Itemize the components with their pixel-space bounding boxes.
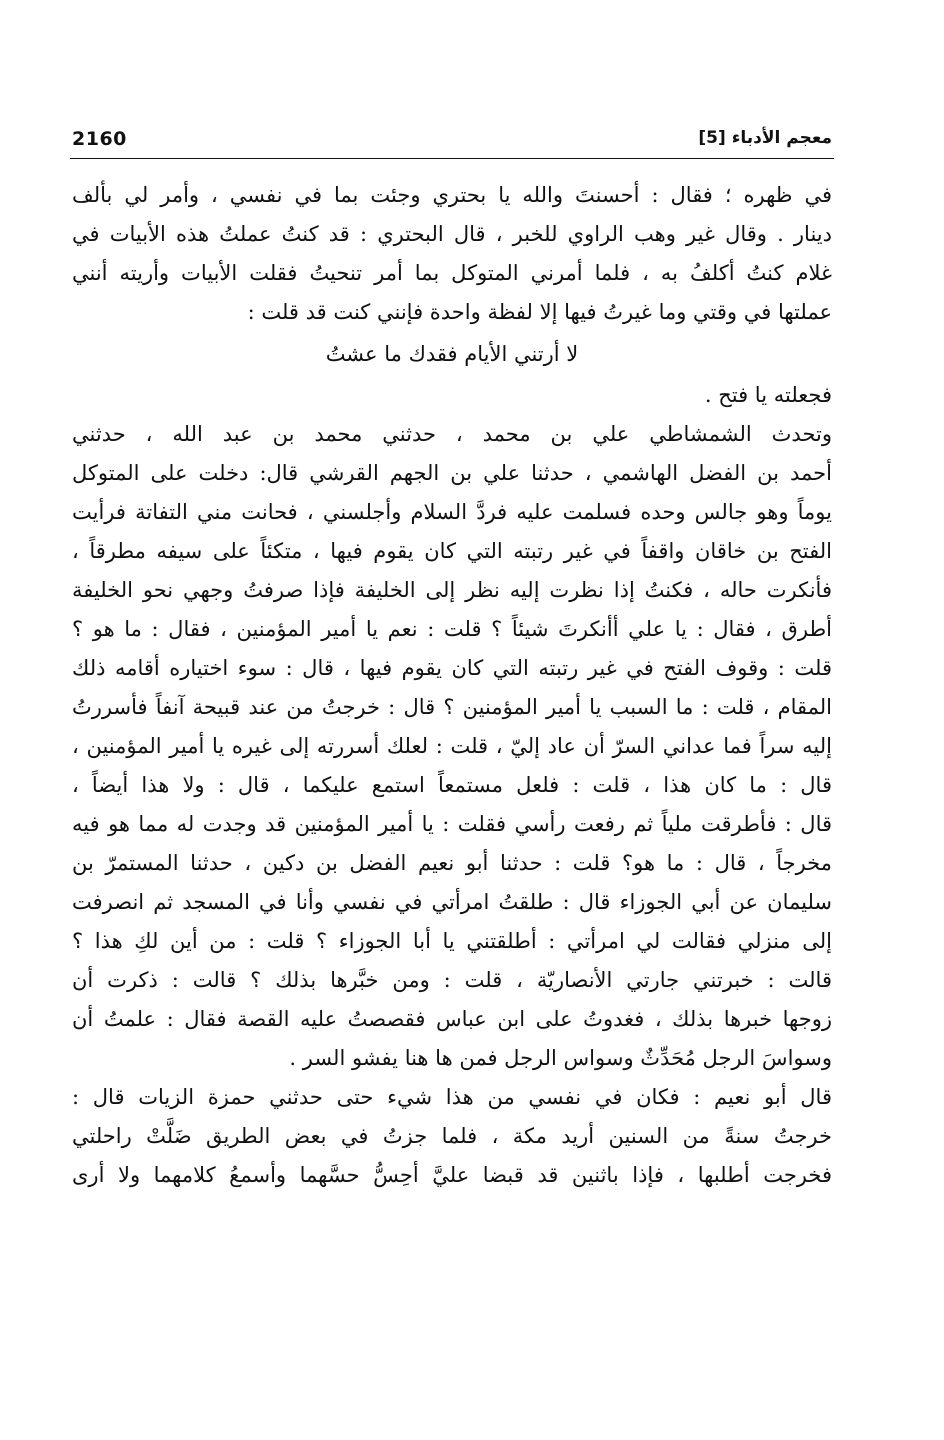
- text-line: المقام ، قلت : ما السبب يا أمير المؤمنين ؟ قال : خرجتُ من عند قبيحة آنفاً فأسررتُ: [72, 695, 832, 719]
- text-line: مخرجاً ، قال : ما هو؟ قلت : حدثنا أبو نعيم الفضل بن دكين ، حدثنا المستمرّ بن: [72, 851, 832, 875]
- text-line: الفتح بن خاقان واقفاً في غير رتبته التي كان يقوم فيها ، متكئاً على سيفه مطرقاً ،: [72, 539, 832, 563]
- text-line: إليه سراً فما عداني السرّ أن عاد إليّ ، قلت : لعلك أسررته إلى غيره يا أمير المؤمنين ،: [72, 734, 832, 758]
- text-line: قالت : خبرتني جارتي الأنصاريّة ، قلت : ومن خبَّرها بذلك ؟ قالت : ذكرت أن: [72, 968, 832, 992]
- text-line: في ظهره ؛ فقال : أحسنتَ والله يا بحتري وجئت بما في نفسي ، وأمر لي بألف: [72, 183, 832, 207]
- page-number: 2160: [72, 128, 127, 150]
- text-line: دينار . وقال غير وهب الراوي للخبر ، قال البحتري : قد كنتُ عملتُ هذه الأبيات في: [72, 222, 832, 246]
- text-line: فخرجت أطلبها ، فإذا باثنين قد قبضا عليَّ أحِسُّ حسَّهما وأسمعُ كلامهما ولا أرى: [72, 1163, 832, 1187]
- text-line: أحمد بن الفضل الهاشمي ، حدثنا علي بن الجهم القرشي قال: دخلت على المتوكل: [72, 461, 832, 485]
- text-line: إلى منزلي فقالت لي امرأتي : أطلقتني يا أبا الجوزاء ؟ قلت : من أين لكِ هذا ؟: [72, 929, 832, 953]
- text-line: غلام كنتُ أكلفُ به ، فلما أمرني المتوكل بما أمر تنحيتُ فقلت الأبيات وأريته أنني: [72, 261, 832, 285]
- text-line: عملتها في وقتي وما غيرتُ فيها إلا لفظة واحدة فإنني كنت قد قلت :: [247, 300, 832, 324]
- text-line: وتحدث الشمشاطي علي بن محمد ، حدثني محمد بن عبد الله ، حدثني: [72, 422, 832, 446]
- text-line: سليمان عن أبي الجوزاء قال : طلقتُ امرأتي في نفسي وأنا في المسجد ثم انصرفت: [72, 890, 832, 914]
- text-line: يوماً وهو جالس وحده فسلمت عليه فردَّ السلام وأجلسني ، فحانت مني التفاتة فرأيت: [72, 500, 832, 524]
- text-line: قال : فأطرقت ملياً ثم رفعت رأسي فقلت : يا أمير المؤمنين قد وجدت له مما هو فيه: [72, 812, 832, 836]
- text-line: قال : ما كان هذا ، قلت : فلعل مستمعاً استمع عليكما ، قال : ولا هذا أيضاً ،: [72, 773, 832, 797]
- text-line: فجعلته يا فتح .: [704, 383, 832, 407]
- running-title: معجم الأدباء [5]: [698, 128, 832, 148]
- text-line: وسواسَ الرجل مُحَدِّثٌ وسواس الرجل فمن ها هنا يفشو السر .: [289, 1046, 832, 1070]
- page-header: [72, 128, 832, 158]
- text-line: زوجها خبرها بذلك ، فغدوتُ على ابن عباس فقصصتُ عليه القصة فقال : علمتُ أن: [72, 1007, 832, 1031]
- verse-line: لا أرتني الأيام فقدك ما عشتُ: [325, 342, 579, 366]
- text-line: فأنكرت حاله ، فكنتُ إذا نظرت إليه نظر إلى الخليفة فإذا صرفتُ وجهي نحو الخليفة: [72, 578, 832, 602]
- body-text: [72, 176, 832, 1195]
- text-line: قلت : وقوف الفتح في غير رتبته التي كان يقوم فيها ، قال : سوء اختياره أقامه ذلك: [72, 656, 832, 680]
- header-rule: [70, 158, 834, 159]
- text-line: خرجتُ سنةً من السنين أريد مكة ، فلما جزتُ في بعض الطريق ضَلَّتْ راحلتي: [72, 1124, 832, 1148]
- text-line: أطرق ، فقال : يا علي أأنكرتَ شيئاً ؟ قلت : نعم يا أمير المؤمنين ، فقال : ما هو ؟: [72, 617, 832, 641]
- text-line: قال أبو نعيم : فكان في نفسي من هذا شيء حتى حدثني حمزة الزيات قال :: [72, 1085, 832, 1109]
